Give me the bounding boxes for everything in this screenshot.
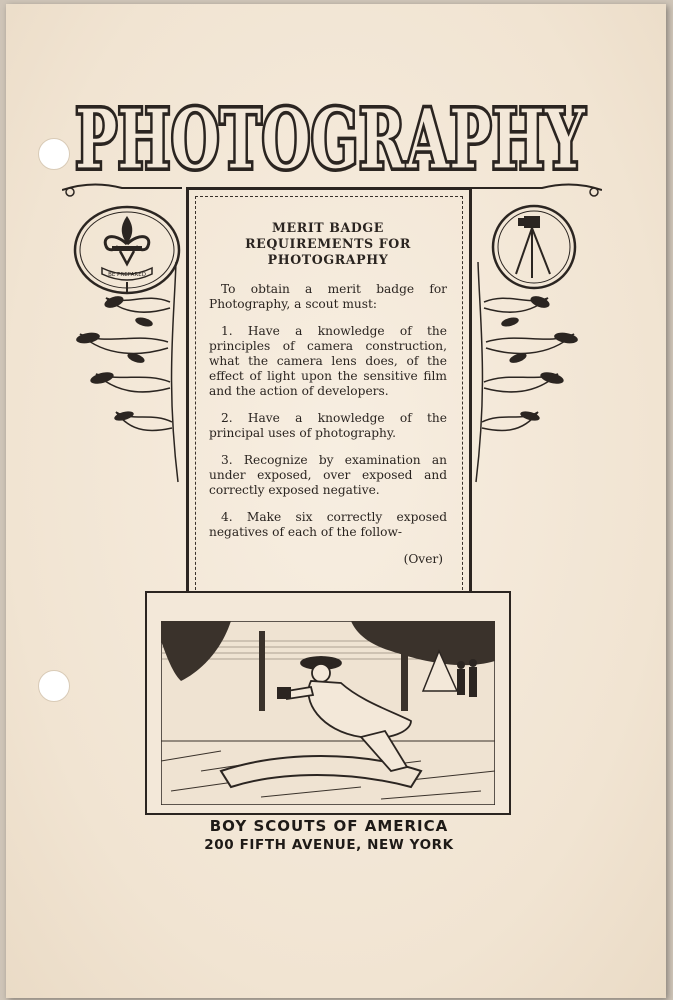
right-foliage-decoration (468, 262, 588, 492)
scout-with-camera-scene (161, 621, 495, 805)
requirements-panel (186, 187, 472, 609)
title-outline: PHOTOGRAPHY (75, 96, 587, 178)
title-text: PHOTOGRAPHY (75, 96, 587, 178)
heading-line-1: MERIT BADGE (272, 220, 384, 235)
punch-hole-top (38, 138, 70, 170)
heading-line-3: PHOTOGRAPHY (267, 252, 389, 267)
left-foliage-decoration (66, 262, 186, 492)
requirement-item-3: 3. Recognize by examination an under exposed, over exposed and correctly exposed negative. (209, 453, 447, 497)
scout-photographer-illustration (145, 591, 511, 815)
continued-note: (Over) (403, 552, 443, 566)
requirements-heading (209, 220, 447, 268)
requirement-item-4: 4. Make six correctly exposed negatives of each of the follow- (209, 510, 447, 539)
publisher-address: 200 FIFTH AVENUE, NEW YORK (204, 837, 454, 853)
heading-line-2: REQUIREMENTS FOR (245, 236, 411, 251)
publisher-name: BOY SCOUTS OF AMERICA (209, 817, 449, 835)
emblem-motto: BE PREPARED (108, 272, 146, 278)
requirements-intro: To obtain a merit badge for Photography, a scout must: (209, 282, 447, 311)
punch-hole-bottom (38, 670, 70, 702)
booklet-cover (6, 4, 666, 998)
requirements-text (209, 220, 447, 567)
cover-title (70, 96, 590, 178)
publisher-footer (146, 816, 512, 854)
requirement-item-1: 1. Have a knowledge of the principles of camera construction, what the camera lens does, of the effect of light upon the sensitive film and the action of developers. (209, 324, 447, 398)
requirement-item-2: 2. Have a knowledge of the principal uses of photography. (209, 411, 447, 440)
